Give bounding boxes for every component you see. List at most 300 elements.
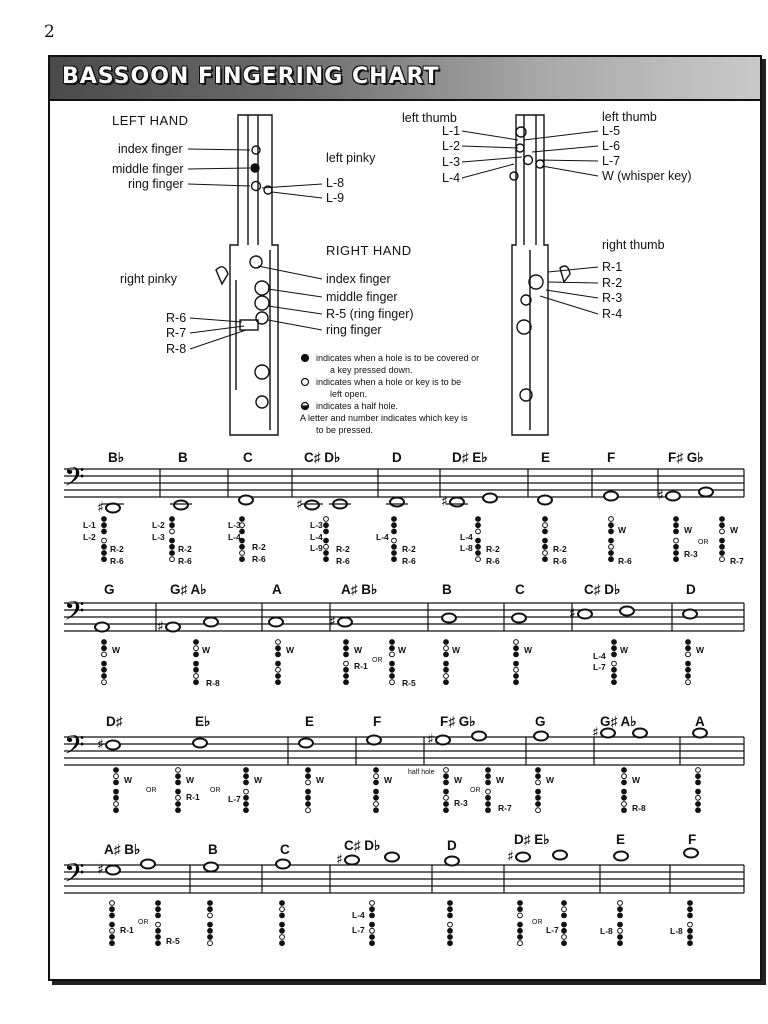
note-head	[578, 610, 592, 619]
fingering-hole-icon	[392, 517, 397, 522]
fingering-hole-icon	[536, 795, 541, 800]
fingering-hole-icon	[686, 661, 691, 666]
fingering-label: L-8	[460, 543, 473, 553]
fingering-hole-icon	[170, 557, 175, 562]
sharp-icon: ♯	[657, 488, 664, 504]
fingering-hole-icon	[170, 523, 175, 528]
fingering-hole-icon	[374, 795, 379, 800]
fingering-label: R-1	[354, 661, 368, 671]
fingering-hole-icon	[102, 674, 107, 679]
label-left-thumb-a: left thumb	[402, 111, 457, 125]
fingering-hole-icon	[696, 768, 701, 773]
bass-clef-icon: 𝄢	[64, 461, 85, 499]
fingering-hole-icon	[609, 551, 614, 556]
left-hand-heading: LEFT HAND	[112, 113, 189, 128]
fingering-hole-icon	[392, 529, 397, 534]
fingering-hole-icon	[110, 922, 115, 927]
fingering-label: W	[730, 525, 739, 535]
note-head	[299, 739, 313, 748]
fingering-hole-icon	[486, 795, 491, 800]
half-hole-label: half hole	[408, 769, 435, 776]
fingering-hole-icon	[518, 901, 523, 906]
fingering-hole-icon	[102, 667, 107, 672]
fingering-label: R-6	[402, 556, 416, 566]
fingering-label: W	[316, 775, 325, 785]
fingering-label: R-1	[186, 792, 200, 802]
label-l2: L-2	[442, 139, 461, 153]
fingering-hole-icon	[688, 928, 693, 933]
fingering-hole-icon	[344, 674, 349, 679]
fingering-hole-icon	[324, 523, 329, 528]
note-name: F♯ G♭	[440, 714, 476, 729]
fingering-hole-icon	[688, 901, 693, 906]
fingering-hole-icon	[392, 523, 397, 528]
fingering-hole-icon	[674, 517, 679, 522]
fingering-label: W	[618, 525, 627, 535]
sharp-icon: ♯	[569, 606, 576, 622]
fingering-label: R-7	[730, 556, 744, 566]
fingering-hole-icon	[324, 544, 329, 549]
fingering-label: W	[632, 775, 641, 785]
note-name: B	[178, 450, 188, 465]
note-name: E	[541, 450, 551, 465]
fingering-hole-icon	[476, 538, 481, 543]
fingering-label: R-3	[454, 798, 468, 808]
fingering-hole-icon	[444, 774, 449, 779]
fingering-hole-icon	[306, 802, 311, 807]
fingering-hole-icon	[688, 922, 693, 927]
or-label: OR	[532, 919, 543, 926]
label-r7: R-7	[166, 326, 187, 340]
fingering-hole-icon	[609, 538, 614, 543]
fingering-hole-icon	[370, 907, 375, 912]
fingering-hole-icon	[156, 922, 161, 927]
note-head	[620, 607, 634, 616]
fingering-hole-icon	[476, 557, 481, 562]
fingering-hole-icon	[370, 901, 375, 906]
fingering-label: W	[524, 645, 533, 655]
label-ring-finger: ring finger	[128, 177, 184, 191]
label-whisper-key: W (whisper key)	[602, 169, 692, 183]
label-l7: L-7	[602, 154, 621, 168]
legend-covered: indicates when a hole is to be covered or	[316, 353, 480, 363]
note-name: G	[535, 714, 546, 729]
fingering-hole-icon	[110, 928, 115, 933]
note-head	[390, 498, 404, 507]
fingering-hole-icon	[208, 928, 213, 933]
fingering-hole-icon	[448, 901, 453, 906]
fingering-hole-icon	[609, 523, 614, 528]
fingering-hole-icon	[176, 768, 181, 773]
fingering-hole-icon	[448, 913, 453, 918]
note-head	[305, 501, 319, 510]
fingering-hole-icon	[324, 517, 329, 522]
fingering-label: L-2	[83, 532, 96, 542]
note-head	[95, 623, 109, 632]
fingering-label: R-8	[206, 678, 220, 688]
fingering-hole-icon	[562, 907, 567, 912]
fingering-label: L-7	[352, 925, 365, 935]
fingering-hole-icon	[720, 523, 725, 528]
fingering-hole-icon	[674, 557, 679, 562]
fingering-label: R-6	[618, 556, 632, 566]
legend-open: indicates when a hole or key is to be	[316, 377, 462, 387]
fingering-label: R-6	[336, 556, 350, 566]
fingering-hole-icon	[618, 913, 623, 918]
fingering-label: W	[620, 645, 629, 655]
fingering-hole-icon	[518, 922, 523, 927]
bass-clef-icon: 𝄢	[64, 857, 85, 895]
fingering-hole-icon	[562, 901, 567, 906]
fingering-hole-icon	[276, 640, 281, 645]
label-r3: R-3	[602, 291, 623, 305]
note-head	[553, 851, 567, 860]
fingering-hole-icon	[720, 517, 725, 522]
fingering-hole-icon	[110, 941, 115, 946]
fingering-label: R-6	[178, 556, 192, 566]
or-label: OR	[470, 787, 481, 794]
fingering-hole-icon	[562, 928, 567, 933]
fingering-label: W	[384, 775, 393, 785]
fingering-hole-icon	[444, 768, 449, 773]
note-head	[239, 496, 253, 505]
fingering-hole-icon	[194, 652, 199, 657]
fingering-label: W	[546, 775, 555, 785]
fingering-hole-icon	[344, 661, 349, 666]
label-left-pinky: left pinky	[326, 151, 376, 165]
fingering-hole-icon	[194, 640, 199, 645]
page-number: 2	[44, 22, 55, 42]
fingering-hole-icon	[324, 538, 329, 543]
fingering-hole-icon	[390, 652, 395, 657]
bass-clef-icon: 𝄢	[64, 729, 85, 767]
note-name: C	[243, 450, 253, 465]
fingering-hole-icon	[486, 774, 491, 779]
fingering-hole-icon	[674, 551, 679, 556]
fingering-hole-icon	[609, 529, 614, 534]
fingering-hole-icon	[536, 768, 541, 773]
fingering-hole-icon	[102, 640, 107, 645]
fingering-hole-icon	[208, 901, 213, 906]
fingering-hole-icon	[536, 808, 541, 813]
fingering-label: W	[454, 775, 463, 785]
fingering-hole-icon	[370, 913, 375, 918]
fingering-label: L-4	[593, 651, 606, 661]
fingering-label: W	[354, 645, 363, 655]
fingering-label: L-4	[310, 532, 323, 542]
note-name: G♯ A♭	[600, 714, 637, 729]
fingering-hole-icon	[306, 774, 311, 779]
fingering-hole-icon	[720, 544, 725, 549]
fingering-hole-icon	[612, 680, 617, 685]
note-head	[450, 498, 464, 507]
fingering-hole-icon	[618, 935, 623, 940]
note-head	[684, 849, 698, 858]
fingering-hole-icon	[176, 780, 181, 785]
fingering-hole-icon	[244, 789, 249, 794]
legend-covered-b: a key pressed down.	[330, 365, 413, 375]
fingering-hole-icon	[102, 551, 107, 556]
fingering-hole-icon	[344, 646, 349, 651]
fingering-hole-icon	[114, 795, 119, 800]
fingering-hole-icon	[374, 774, 379, 779]
fingering-hole-icon	[514, 646, 519, 651]
fingering-hole-icon	[622, 780, 627, 785]
fingering-label: R-2	[252, 542, 266, 552]
fingering-hole-icon	[486, 802, 491, 807]
fingering-label: L-4	[376, 532, 389, 542]
fingering-label: L-4	[460, 532, 473, 542]
fingering-hole-icon	[244, 795, 249, 800]
fingering-label: L-3	[152, 532, 165, 542]
note-name: B♭	[108, 450, 125, 465]
fingering-hole-icon	[280, 935, 285, 940]
note-name: F♯ G♭	[668, 450, 704, 465]
fingering-hole-icon	[102, 523, 107, 528]
fingering-hole-icon	[110, 907, 115, 912]
fingering-hole-icon	[344, 640, 349, 645]
note-name: A♯ B♭	[341, 582, 378, 597]
fingering-hole-icon	[444, 680, 449, 685]
fingering-hole-icon	[370, 922, 375, 927]
label-r6: R-6	[166, 311, 187, 325]
fingering-hole-icon	[114, 768, 119, 773]
note-name: D	[686, 582, 696, 597]
label-l1: L-1	[442, 124, 461, 138]
note-name: C♯ D♭	[344, 838, 381, 853]
fingering-label: R-6	[486, 556, 500, 566]
fingering-hole-icon	[102, 544, 107, 549]
fingering-hole-icon	[720, 557, 725, 562]
fingering-label: R-2	[336, 544, 350, 554]
fingering-hole-icon	[674, 538, 679, 543]
fingering-hole-icon	[306, 768, 311, 773]
fingering-hole-icon	[518, 928, 523, 933]
fingering-hole-icon	[622, 774, 627, 779]
fingering-hole-icon	[240, 544, 245, 549]
fingering-hole-icon	[176, 808, 181, 813]
fingering-hole-icon	[156, 941, 161, 946]
fingering-hole-icon	[518, 907, 523, 912]
note-head	[106, 504, 120, 513]
fingering-hole-icon	[622, 789, 627, 794]
fingering-label: W	[254, 775, 263, 785]
fingering-hole-icon	[110, 901, 115, 906]
note-name: D♯	[106, 714, 123, 729]
fingering-hole-icon	[324, 557, 329, 562]
fingering-hole-icon	[444, 808, 449, 813]
note-head	[666, 492, 680, 501]
fingering-hole-icon	[562, 941, 567, 946]
fingering-hole-icon	[276, 667, 281, 672]
fingering-hole-icon	[448, 922, 453, 927]
fingering-hole-icon	[276, 680, 281, 685]
fingering-label: W	[684, 525, 693, 535]
fingering-hole-icon	[696, 795, 701, 800]
fingering-hole-icon	[194, 667, 199, 672]
fingering-hole-icon	[688, 907, 693, 912]
fingering-hole-icon	[674, 529, 679, 534]
fingering-label: R-5	[166, 936, 180, 946]
sharp-icon: ♯	[507, 849, 514, 865]
fingering-hole-icon	[390, 661, 395, 666]
note-head	[538, 496, 552, 505]
fingering-hole-icon	[324, 529, 329, 534]
fingering-hole-icon	[562, 913, 567, 918]
note-head	[699, 488, 713, 497]
note-head	[385, 853, 399, 862]
fingering-hole-icon	[686, 652, 691, 657]
fingering-hole-icon	[476, 544, 481, 549]
fingering-hole-icon	[618, 941, 623, 946]
fingering-hole-icon	[306, 808, 311, 813]
note-name: D♯ E♭	[452, 450, 488, 465]
fingering-hole-icon	[514, 680, 519, 685]
fingering-hole-icon	[686, 674, 691, 679]
fingering-hole-icon	[696, 808, 701, 813]
fingering-label: R-5	[402, 678, 416, 688]
note-head	[534, 732, 548, 741]
fingering-label: L-3	[310, 520, 323, 530]
sharp-icon: ♯	[329, 614, 336, 630]
fingering-hole-icon	[536, 780, 541, 785]
fingering-label: L-1	[83, 520, 96, 530]
fingering-hole-icon	[536, 802, 541, 807]
fingering-label: L-7	[546, 925, 559, 935]
fingering-hole-icon	[392, 551, 397, 556]
fingering-hole-icon	[102, 538, 107, 543]
fingering-hole-icon	[114, 808, 119, 813]
note-head	[174, 501, 188, 510]
fingering-hole-icon	[170, 538, 175, 543]
sharp-icon: ♯	[441, 494, 448, 510]
note-name: D♯ E♭	[514, 832, 550, 847]
fingering-hole-icon	[696, 802, 701, 807]
fingering-hole-icon	[448, 941, 453, 946]
fingering-hole-icon	[276, 652, 281, 657]
fingering-hole-icon	[374, 768, 379, 773]
fingering-hole-icon	[392, 538, 397, 543]
fingering-hole-icon	[208, 922, 213, 927]
note-name: A	[272, 582, 282, 597]
fingering-hole-icon	[674, 523, 679, 528]
label-r-index: index finger	[326, 272, 391, 286]
fingering-hole-icon	[444, 795, 449, 800]
note-name: D	[447, 838, 457, 853]
fingering-hole-icon	[276, 661, 281, 666]
fingering-hole-icon	[102, 517, 107, 522]
fingering-hole-icon	[696, 789, 701, 794]
fingering-hole-icon	[444, 661, 449, 666]
fingering-hole-icon	[390, 674, 395, 679]
fingering-hole-icon	[444, 674, 449, 679]
fingering-label: L-8	[600, 926, 613, 936]
label-l5: L-5	[602, 124, 621, 138]
fingering-hole-icon	[612, 652, 617, 657]
fingering-hole-icon	[240, 557, 245, 562]
fingering-hole-icon	[170, 551, 175, 556]
sharp-icon: ♯	[296, 497, 303, 513]
fingering-hole-icon	[390, 646, 395, 651]
note-name: A♯ B♭	[104, 842, 141, 857]
fingering-hole-icon	[444, 789, 449, 794]
fingering-hole-icon	[444, 667, 449, 672]
note-head	[276, 860, 290, 869]
fingering-label: W	[452, 645, 461, 655]
fingering-hole-icon	[276, 646, 281, 651]
fingering-hole-icon	[609, 517, 614, 522]
fingering-hole-icon	[448, 928, 453, 933]
fingering-hole-icon	[486, 780, 491, 785]
fingering-hole-icon	[370, 928, 375, 933]
fingering-hole-icon	[208, 907, 213, 912]
fingering-label: R-8	[632, 803, 646, 813]
fingering-hole-icon	[194, 680, 199, 685]
right-hand-heading: RIGHT HAND	[326, 243, 412, 258]
fingering-hole-icon	[622, 768, 627, 773]
fingering-hole-icon	[476, 529, 481, 534]
fingering-hole-icon	[244, 808, 249, 813]
fingering-label: W	[286, 645, 295, 655]
fingering-hole-icon	[156, 907, 161, 912]
label-right-thumb: right thumb	[602, 238, 665, 252]
fingering-hole-icon	[720, 538, 725, 543]
fingering-hole-icon	[114, 774, 119, 779]
fingering-hole-icon	[720, 529, 725, 534]
label-l6: L-6	[602, 139, 621, 153]
note-head	[367, 736, 381, 745]
fingering-hole-icon	[374, 808, 379, 813]
fingering-hole-icon	[392, 544, 397, 549]
note-head	[472, 732, 486, 741]
fingering-hole-icon	[306, 789, 311, 794]
label-r1: R-1	[602, 260, 623, 274]
legend-key-b: to be pressed.	[316, 425, 374, 435]
fingering-hole-icon	[612, 640, 617, 645]
fingering-hole-icon	[696, 774, 701, 779]
note-name: E♭	[195, 714, 211, 729]
fingering-hole-icon	[444, 646, 449, 651]
note-name: F	[607, 450, 616, 465]
fingering-hole-icon	[448, 907, 453, 912]
label-r5: R-5 (ring finger)	[326, 307, 414, 321]
fingering-label: W	[202, 645, 211, 655]
fingering-hole-icon	[244, 768, 249, 773]
note-name: G♯ A♭	[170, 582, 207, 597]
fingering-hole-icon	[536, 789, 541, 794]
fingering-hole-icon	[686, 646, 691, 651]
fingering-label: L-9	[310, 543, 323, 553]
fingering-hole-icon	[344, 652, 349, 657]
fingering-hole-icon	[110, 935, 115, 940]
fingering-hole-icon	[280, 922, 285, 927]
fingering-hole-icon	[686, 680, 691, 685]
legend-open-b: left open.	[330, 389, 368, 399]
note-name: B	[442, 582, 452, 597]
fingering-hole-icon	[486, 768, 491, 773]
or-label: OR	[210, 787, 221, 794]
fingering-hole-icon	[543, 557, 548, 562]
fingering-label: W	[398, 645, 407, 655]
fingering-hole-icon	[514, 674, 519, 679]
fingering-hole-icon	[674, 544, 679, 549]
fingering-hole-icon	[102, 661, 107, 666]
note-head	[141, 860, 155, 869]
note-name: A	[695, 714, 705, 729]
fingering-label: L-3	[228, 520, 241, 530]
sharp-icon: ♯	[592, 725, 599, 741]
label-right-pinky: right pinky	[120, 272, 177, 286]
